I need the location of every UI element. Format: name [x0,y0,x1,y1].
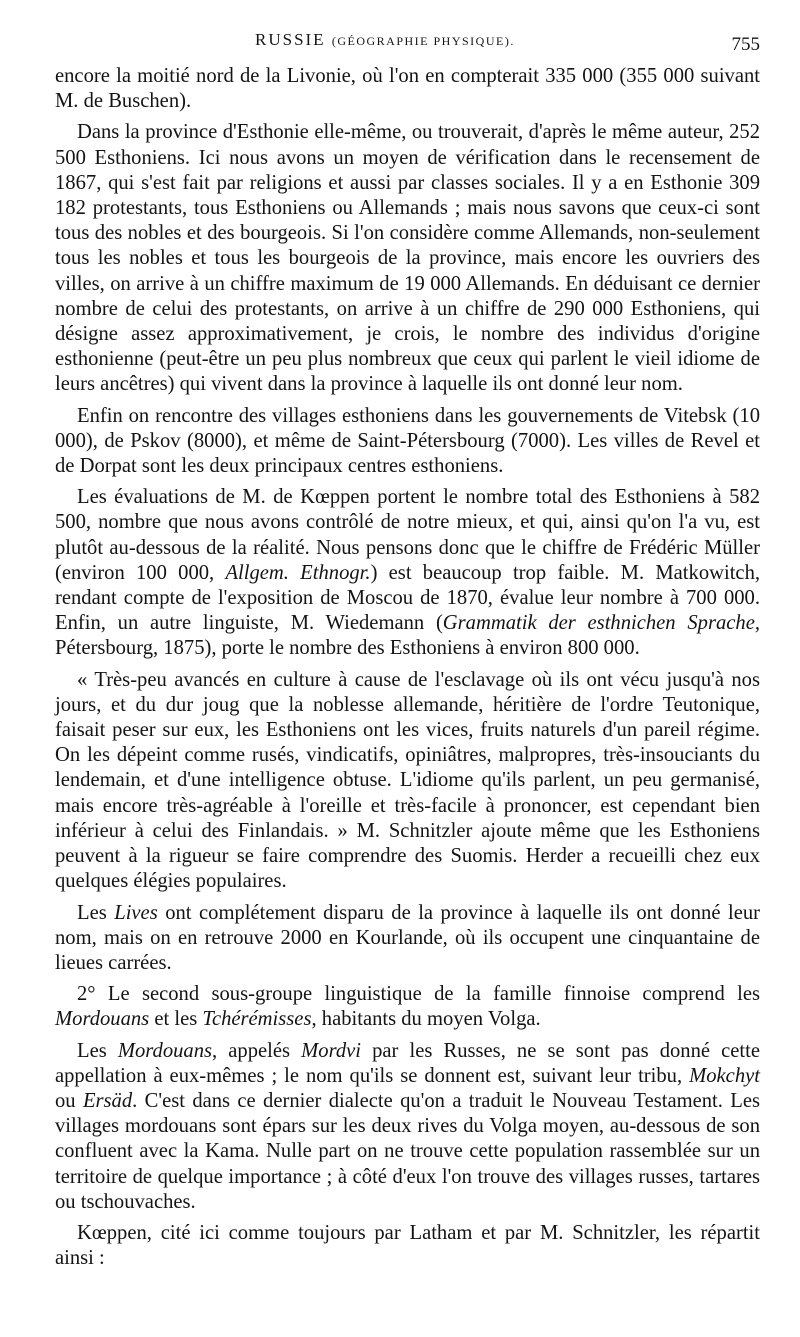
italic-text: Ersäd [82,1089,133,1112]
italic-text: Mordouans [55,1008,150,1031]
paragraph: encore la moitié nord de la Livonie, où l'on en compterait 335 000 (355 000 suivant M. de Buschen). [55,65,760,113]
text-run: Les [77,1039,118,1062]
text-run: ont complétement disparu de la province à laquelle ils ont donné leur nom, mais on en retrouve 2000 en Kourlande, où ils occupent une cinquantaine de lieues carrées. [55,901,760,974]
paragraph [55,982,760,1032]
running-title-subtitle: (GÉOGRAPHIE PHYSIQUE). [331,34,515,48]
text-run: 2° Le second sous-groupe linguistique de la famille finnoise comprend les [77,983,760,1006]
paragraph: Enfin on rencontre des villages esthoniens dans les gouvernements de Vitebsk (10 000), de Pskov (8000), et même de Saint-Pétersbourg (7000). Les villes de Revel et de Dorpat sont les deux principaux centres esthoniens. [55,404,760,478]
italic-text: Mordvi [301,1039,362,1062]
italic-text: Mokchyt [689,1064,760,1087]
body-text [55,64,760,1271]
text-run: , Pétersbourg, 1875), porte le nombre des Esthoniens à environ 800 000. [55,612,760,660]
text-run: ou [55,1089,83,1112]
page-number: 755 [731,34,760,55]
text-run: , habitants du moyen Volga. [311,1008,541,1031]
text-run: , appelés [212,1039,302,1062]
paragraph: « Très-peu avancés en culture à cause de l'esclavage où ils ont vécu jusqu'à nos jours, et du dur joug que la noblesse allemande, héritière de l'ordre Teutonique, faisait peser sur eux, les Esthoniens ont les vices, fruits naturels d'un pareil régime. On les dépeint comme rusés, vindicatifs, opiniâtres, malpropres, très-insouciants du lendemain, et d'une intelligence obtuse. L'idiome qu'ils parlent, un peu germanisé, mais encore très-agréable à l'oreille et très-facile à prononcer, est cependant bien inférieur à celui des Finlandais. » M. Schnitzler ajoute même que les Esthoniens peuvent à la rigueur se faire comprendre des Suomis. Herder a recueilli chez eux quelques élégies populaires. [55,668,760,893]
running-title-main: RUSSIE [255,30,326,49]
running-title [255,30,515,50]
paragraph: Dans la province d'Esthonie elle-même, ou trouverait, d'après le même auteur, 252 500 Esthoniens. Ici nous avons un moyen de vérification dans le recensement de 1867, qui s'est fait par religions et aussi par classes sociales. Il y a en Esthonie 309 182 protestants, tous Esthoniens ou Allemands ; mais nous savons que ceux-ci sont tous des nobles et des bourgeois. Si l'on considère comme Allemands, non-seulement tous les nobles et tous les bourgeois de la province, mais encore les ouvriers des villes, on arrive à un chiffre maximum de 19 000 Allemands. En déduisant ce dernier nombre de celui des protestants, on arrive à un chiffre de 290 000 Esthoniens, qui désigne assez approximativement, je crois, le nombre des individus d'origine esthonienne (peut-être un peu plus nombreux que ceux qui parlent le vieil idiome de leurs ancêtres) qui vivent dans la province à laquelle ils ont donné leur nom. [55,121,760,396]
text-run: et les [149,1008,203,1031]
paragraph [55,485,760,661]
text-run: par les Russes, ne se sont pas donné cette appellation à eux-mêmes ; le nom qu'ils se donnent est, suivant leur tribu, [55,1039,760,1087]
running-header [55,30,760,64]
italic-text: Mordouans [117,1039,213,1062]
text-run: Les [77,901,115,924]
italic-text: Lives [114,901,158,924]
text-run: ) est beaucoup trop faible. M. Matkowitch, rendant compte de l'exposition de Moscou de 1870, évalue leur nombre à 700 000. Enfin, un autre linguiste, M. Wiedemann ( [55,561,761,635]
italic-text: Allgem. Ethnogr. [225,561,371,584]
paragraph: Kœppen, cité ici comme toujours par Latham et par M. Schnitzler, les répartit ainsi : [55,1221,760,1270]
paragraph [55,1039,760,1215]
text-run: Les évaluations de M. de Kœppen portent le nombre total des Esthoniens à 582 500, nombre que nous avons contrôlé de notre mieux, et qui, ainsi qu'on l'a vu, est plutôt au-dessous de la réalité. Nous pensons donc que le chiffre de Frédéric Müller (environ 100 000, [55,486,760,584]
text-run: . C'est dans ce dernier dialecte qu'on a traduit le Nouveau Testament. Les villages mordouans sont épars sur les deux rives du Volga moyen, au-dessous de son confluent avec la Kama. Nulle part on ne trouve cette population rassemblée sur un territoire de quelque importance ; à côté d'eux l'on trouve des villages russes, tartares ou tschouvaches. [55,1089,760,1213]
paragraph [55,901,760,977]
italic-text: Grammatik der esthnichen Sprache [442,612,755,635]
italic-text: Tchérémisses [202,1008,312,1031]
